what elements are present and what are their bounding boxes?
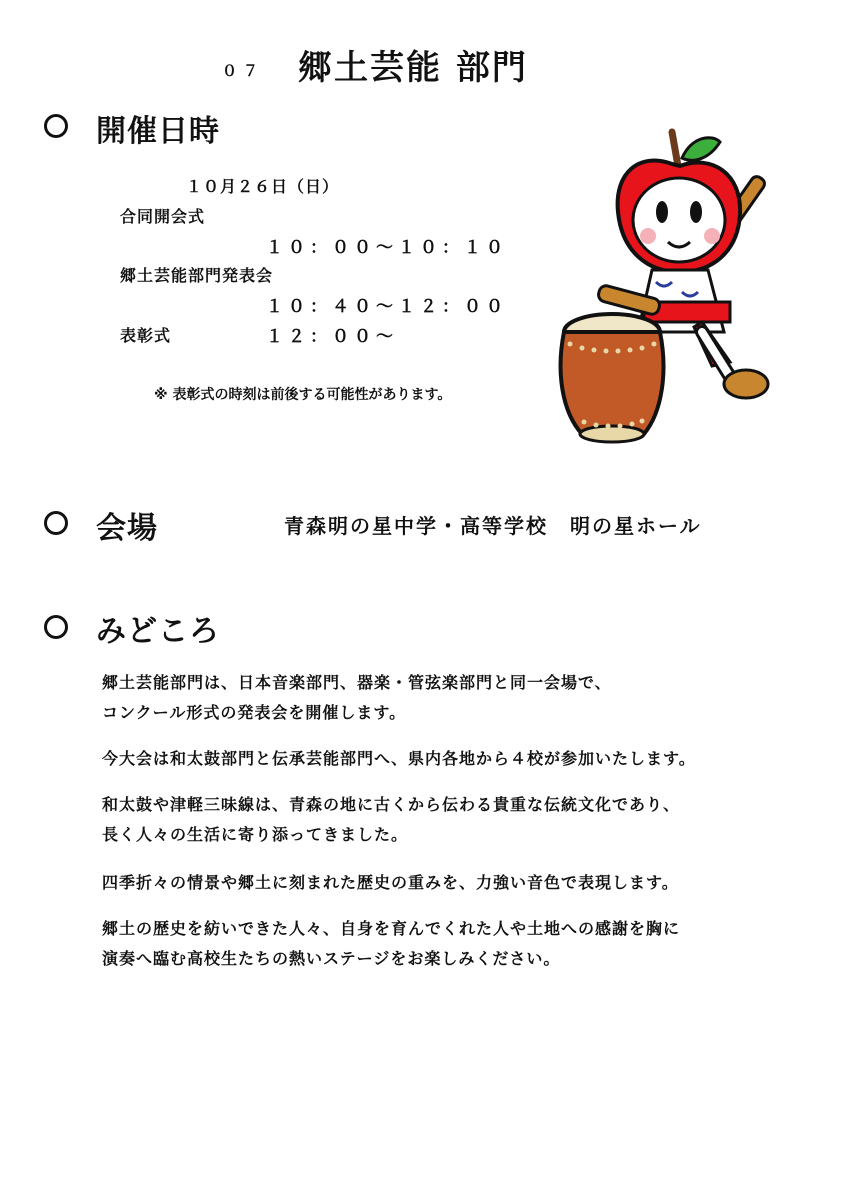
highlight-paragraph	[102, 790, 680, 850]
paragraph-line: 郷土の歴史を紡いできた人々、自身を育んでくれた人や土地への感謝を胸に	[102, 919, 681, 938]
schedule-item-label: 表彰式	[120, 326, 172, 345]
circle-bullet-icon	[44, 114, 68, 138]
schedule-item-time: １０：００～１０：１０	[266, 238, 508, 258]
paragraph-line: 郷土芸能部門は、日本音楽部門、器楽・管弦楽部門と同一会場で、	[102, 673, 612, 692]
schedule-item-label: 合同開会式	[120, 207, 206, 226]
schedule-item-label: 郷土芸能部門発表会	[120, 266, 274, 285]
paragraph-line: 長く人々の生活に寄り添ってきました。	[102, 825, 409, 844]
venue-heading: 会場	[96, 511, 158, 546]
circle-bullet-icon	[44, 511, 68, 535]
highlight-paragraph	[102, 914, 680, 974]
event-date: １０月２６日（日）	[186, 177, 340, 196]
highlight-paragraph	[102, 744, 696, 774]
schedule-item-time: １２：００～	[266, 327, 398, 347]
venue-name: 青森明の星中学・高等学校 明の星ホール	[284, 514, 702, 538]
paragraph-line: 演奏へ臨む高校生たちの熱いステージをお楽しみください。	[102, 949, 561, 968]
paragraph-line: 今大会は和太鼓部門と伝承芸能部門へ、県内各地から４校が参加いたします。	[102, 749, 696, 768]
page-title: 郷土芸能 部門	[298, 48, 528, 88]
schedule-note: ※ 表彰式の時刻は前後する可能性があります。	[154, 387, 452, 403]
circle-bullet-icon	[44, 615, 68, 639]
page-number: ０７	[222, 62, 265, 80]
apple-mascot-drummer-icon	[552, 122, 792, 452]
paragraph-line: コンクール形式の発表会を開催します。	[102, 703, 407, 722]
schedule-item-time: １０：４０～１２：００	[266, 297, 508, 317]
highlight-paragraph	[102, 668, 612, 728]
highlights-heading: みどころ	[96, 614, 220, 649]
paragraph-line: 四季折々の情景や郷土に刻まれた歴史の重みを、力強い音色で表現します。	[102, 873, 679, 892]
schedule-heading: 開催日時	[96, 114, 220, 149]
highlight-paragraph	[102, 868, 679, 898]
paragraph-line: 和太鼓や津軽三味線は、青森の地に古くから伝わる貴重な伝統文化であり、	[102, 795, 681, 814]
